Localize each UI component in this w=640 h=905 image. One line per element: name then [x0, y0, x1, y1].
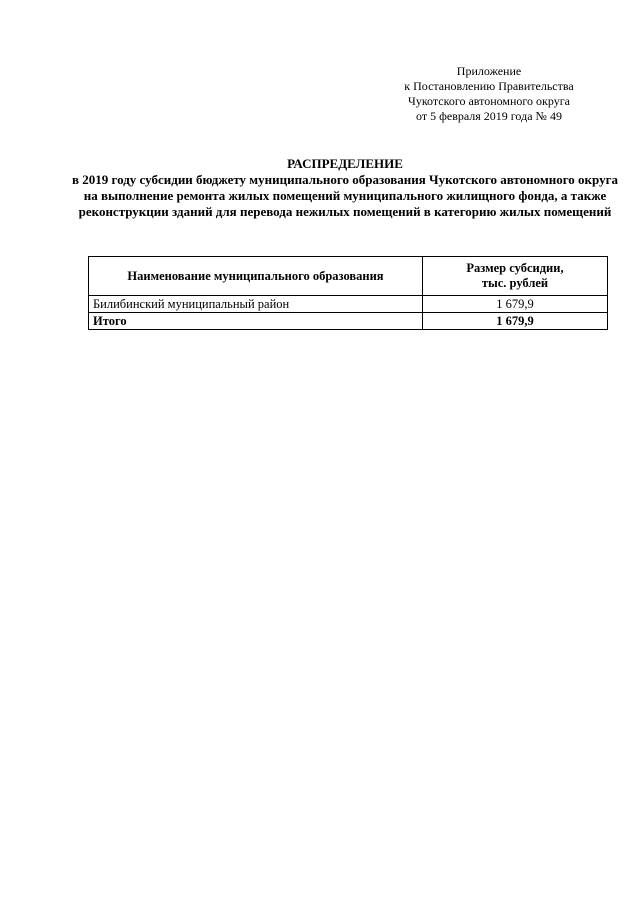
row-name: Билибинский муниципальный район	[89, 296, 423, 313]
table-row	[89, 296, 608, 313]
appendix-line-4: от 5 февраля 2019 года № 49	[416, 109, 562, 123]
document-title	[70, 156, 620, 220]
distribution-table	[88, 256, 608, 330]
header-amount-line-2: тыс. рублей	[481, 276, 549, 290]
total-amount: 1 679,9	[423, 313, 608, 330]
header-amount-line-1: Размер субсидии,	[466, 261, 564, 275]
appendix-block	[380, 64, 598, 124]
header-amount	[423, 257, 608, 296]
appendix-line-2: к Постановлению Правительства	[404, 79, 574, 93]
title-subtitle: в 2019 году субсидии бюджету муниципального образования Чукотского автономного округа на выполнение ремонта жилых помещений муниципального жилищного фонда, а также реконструкции зданий для перевода нежилых помещений в категорию жилых помещений	[72, 172, 618, 219]
row-amount: 1 679,9	[423, 296, 608, 313]
total-name: Итого	[89, 313, 423, 330]
table-total-row	[89, 313, 608, 330]
header-name: Наименование муниципального образования	[89, 257, 423, 296]
appendix-line-1: Приложение	[456, 64, 522, 78]
title-heading: РАСПРЕДЕЛЕНИЕ	[287, 156, 403, 171]
table-header-row	[89, 257, 608, 296]
appendix-line-3: Чукотского автономного округа	[408, 94, 570, 108]
